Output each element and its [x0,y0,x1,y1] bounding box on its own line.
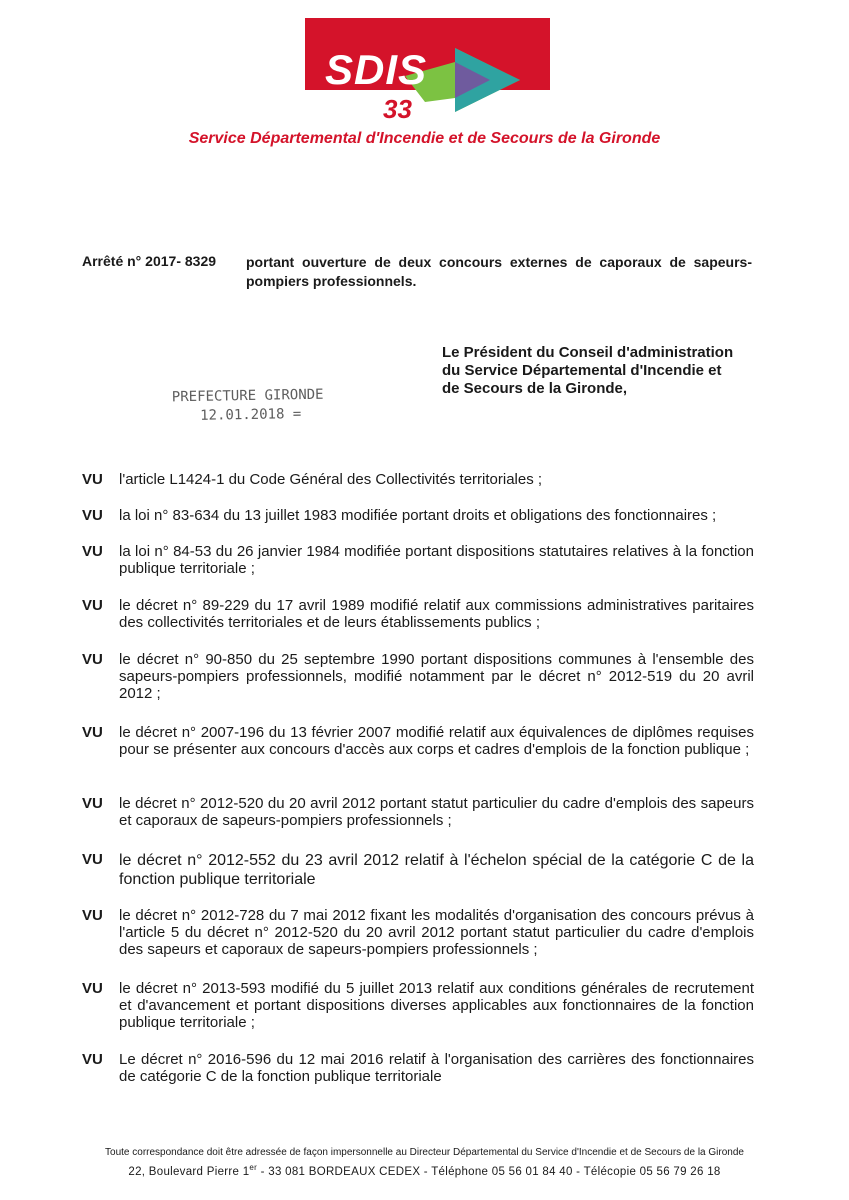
vu-label: VU [82,471,103,488]
logo-number: 33 [383,94,412,124]
vu-text: le décret n° 2013-593 modifié du 5 juillet 2013 relatif aux conditions générales de recrutement et d'avancement et portant dispositions diverses applicables aux fonctionnaires de la fonction publique territoriale ; [119,980,754,1031]
vu-text: l'article L1424-1 du Code Général des Collectivités territoriales ; [119,471,543,488]
vu-label: VU [82,507,103,524]
vu-text: la loi n° 83-634 du 13 juillet 1983 modifiée portant droits et obligations des fonctionnaires ; [119,507,717,524]
arrete-number: Arrêté n° 2017- 8329 [82,253,217,269]
president-line: du Service Départemental d'Incendie et [442,362,722,379]
vu-text: le décret n° 2012-520 du 20 avril 2012 portant statut particulier du cadre d'emplois des sapeurs et caporaux de sapeurs-pompiers professionnels ; [119,795,754,829]
logo-text: SDIS [325,46,428,93]
organization-name: Service Départemental d'Incendie et de Secours de la Gironde [188,130,661,147]
vu-label: VU [82,795,103,812]
vu-label: VU [82,907,103,924]
president-line: Le Président du Conseil d'administration [442,344,734,361]
vu-label: VU [82,543,103,560]
president-block [442,344,762,398]
vu-label: VU [82,597,103,614]
vu-label: VU [82,980,103,997]
stamp-line: PREFECTURE GIRONDE [171,386,324,406]
vu-text: la loi n° 84-53 du 26 janvier 1984 modifiée portant dispositions statutaires relatives à la fonction publique territoriale ; [119,543,754,577]
vu-label: VU [82,651,103,668]
footer-address [0,1160,849,1180]
president-line: de Secours de la Gironde, [442,380,628,397]
vu-text: le décret n° 89-229 du 17 avril 1989 modifié relatif aux commissions administratives paritaires des collectivités territoriales et de leurs établissements publics ; [119,597,754,631]
vu-label: VU [82,851,103,868]
vu-label: VU [82,1051,103,1068]
footer-address-sup: er [249,1163,258,1172]
vu-text: le décret n° 2007-196 du 13 février 2007 modifié relatif aux équivalences de diplômes requises pour se présenter aux concours d'accès aux corps et cadres d'emplois de la fonction publique ; [119,724,754,758]
footer-correspondence: Toute correspondance doit être adressée de façon impersonnelle au Directeur Départemental du Service d'Incendie et de Secours de la Gironde [105,1147,744,1158]
vu-text: le décret n° 2012-552 du 23 avril 2012 relatif à l'échelon spécial de la catégorie C de la fonction publique territoriale [119,852,754,888]
arrete-title: portant ouverture de deux concours externes de caporaux de sapeurs-pompiers professionnels. [246,254,752,289]
stamp-date: 12.01.2018 = [200,406,302,424]
vu-label: VU [82,724,103,741]
prefecture-stamp [172,386,324,427]
footer-address-end: - 33 081 BORDEAUX CEDEX - Téléphone 05 56 01 84 40 - Télécopie 05 56 79 26 18 [257,1165,721,1178]
vu-text: Le décret n° 2016-596 du 12 mai 2016 relatif à l'organisation des carrières des fonctionnaires de catégorie C de la fonction publique territoriale [119,1051,754,1085]
vu-text: le décret n° 2012-728 du 7 mai 2012 fixant les modalités d'organisation des concours prévus à l'article 5 du décret n° 2012-520 du 20 avril 2012 portant statut particulier du cadre d'emplois des sapeurs et caporaux de sapeurs-pompiers professionnels ; [119,907,754,958]
vu-text: le décret n° 90-850 du 25 septembre 1990 portant dispositions communes à l'ensemble des sapeurs-pompiers professionnels, modifié notamment par le décret n° 2012-519 du 20 avril 2012 ; [119,651,754,702]
footer-address-start: 22, Boulevard Pierre 1 [128,1165,250,1178]
footer [0,1145,849,1180]
sdis-logo [305,18,550,130]
